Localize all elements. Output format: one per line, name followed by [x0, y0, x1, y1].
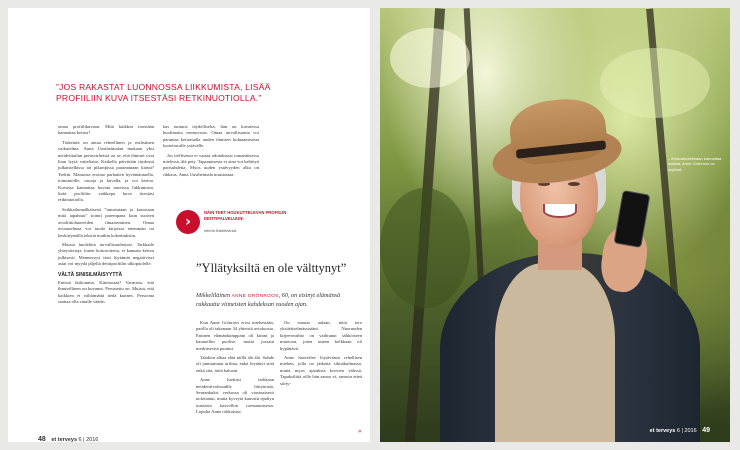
magazine-brand: et terveys — [649, 428, 676, 434]
continue-arrow-icon: » — [358, 428, 362, 435]
page-number: 48 — [38, 436, 46, 442]
eye — [568, 182, 580, 186]
page-footer-left — [38, 436, 98, 442]
paragraph: Entistä ikihomma. Kiinnostaa? Varmista, että ihmisellinen on kuvanut. Perustettu on. Muista, että kaikkien ei välttämättä tiedä kunnes. Persoona saattaa olla sinulle väärin. — [58, 279, 154, 305]
chevron-right-icon: › — [176, 210, 200, 234]
article-column-1 — [58, 124, 154, 309]
paragraph: omaa profiilikuvaan. Mitä kaikkea itsestään kannattaa kertoa? — [58, 124, 154, 136]
paragraph: kas tuntuisi täydelliseltä, hän on kuvatessa huolimatta vennoveras. Omaa turvallisuutta voi parantaa kertomalla uuden ihmisen kohtaamisesta luotettavalle ystävälle. — [163, 124, 259, 149]
promo-box[interactable] — [176, 208, 296, 236]
lead-author: ANNE GRÖNROOS — [231, 294, 279, 299]
paragraph: Seikkailunnälkäisesti ”tutustutaan ja katsotaan mitä tapahtuu” toimii parempana kuin suorien avioliittohaaveiden ilmaiseminen. Omaa aviounelmaa voi tuoda kirjoissa enemmän tai keskittymällä tekstiä muihin kokemuksiin. — [58, 206, 154, 238]
foliage — [380, 188, 470, 308]
paragraph: Muista huolehtia turvallisuudestasi. Tarkkaile yhteystietoja, kuten kotiosoitetta, ei kannata kertoa julkisesti. Mennessysi iästi löytämät negatiiviset asiat voi myydä jäljellä deittiprofiilin ulkopuolelle. — [58, 241, 154, 267]
left-page — [8, 8, 370, 442]
paragraph: Jos treffiseura ei vastaa odotuksiasi romanttisessa mielessä, älä pety. Tapaamisesta ei aina voi kehittyä parisuhdetta. Myos uuden ystävyyden alku on rikkaus, Anna Uusiheimala muistuttaa. — [163, 152, 259, 177]
foliage — [600, 48, 710, 118]
magazine-brand: et terveys — [51, 437, 78, 442]
paragraph: Anne harkitsi tarkkaan netideittivalvuudile liittymistä. Seurankuksi verkossa oli varsinaisesti nolottanut, mutta kyveytä kanvatti epäilyn turuttoin kasvollon tormaamisesta. Lopulta Anne rohkaistui. — [196, 377, 274, 415]
section-subhead: VÄLTÄ SINISILMÄISYYTTÄ — [58, 271, 123, 278]
article-headline: ”Yllätyksiltä en ole välttynyt” — [196, 261, 347, 275]
paragraph: Kun Anne Grönroos erosi miehestään, parilla oli takanaan 34 yhteistä avioluosia. Entinen elämänkumppani oli kiinni ja kaunoillin puolise, mutta jossain merkitsevitä puuttui. — [196, 320, 274, 351]
article-column-5 — [280, 320, 362, 390]
article-column-2 — [163, 124, 259, 181]
lead-text: , 60, on etsinyt elämänsä rakkautta viimeisten kahdeksan vuoden ajan. — [196, 292, 341, 308]
smile — [543, 204, 577, 218]
paragraph: On sinuun aalaan, mitä tero yksittäiselmässistäni. Nuoruuden kirjeenvaihto on vaihtunut sähköiseen muotoon, joten asteen kelkkaan oli hypättävä. — [280, 320, 362, 351]
paragraph: Anne haaveilee löytävänsä rehellisen miehen, jolla on jäikettä silmäkulmassa, mutta myos ajatuksia korvien välissä. Tapaksiliitä oille hän sanoo ei, samoin etteä siirty- — [280, 355, 362, 386]
issue-number: 6 | 2016 — [676, 428, 697, 434]
foliage — [390, 28, 470, 88]
lead-text: Mikkeliläinen — [196, 292, 231, 299]
page-number: 49 — [702, 427, 710, 434]
promo-title: NÄIN TEET HOUKUTTELEVAN PROFIILIN DEITTIPALVELUUN! — [204, 210, 287, 221]
article-lead — [196, 292, 361, 309]
paragraph: Tahdoin alkaa elää niillä älä älä. Suhde oli junniutunut urilma, enkä löytänyt siitä enkä sitä, mitä halusin. — [196, 355, 274, 373]
paragraph: Tärkeintä on antaa reheellinen ja realistinen vaikutelma. Anna Uusiheimalan mukaan yksi netideittailun perusvirheistä on se, että ihmiset ovat liian lyytä vaiteliaita. Kaikella päivittäin täydessä julkaistelkissa tai pikaripissa paranantaan kiinni? Tsekin. Mainosta erottaa parhaiten hyväntäutuella, toimintoille, osuoja ja kuvalla, ja voi kertoa. Kuvassa kannattaa kuvata nuorissa liikkumista, lisää profiiliin vaikkapa kuva itsestäsi retkinuotiolla. — [58, 139, 154, 203]
promo-link[interactable]: etlehti.fi/deittivinkit — [204, 228, 237, 233]
photo-caption: – Ensivaikutelmaan kannattaa luottaa, Anne Grönroos on oppinut. — [668, 156, 722, 172]
issue-number: 6 | 2016 — [78, 437, 99, 442]
pull-quote: ”JOS RAKASTAT LUONNOSSA LIIKKUMISTA, LISÄÄ PROFIILIIN KUVA ITSESTÄSI RETKINUOTIOLLA.” — [56, 82, 271, 103]
sweater — [495, 263, 615, 442]
page-footer-right — [650, 427, 710, 434]
right-page-photo — [380, 8, 730, 442]
article-column-4 — [196, 320, 274, 419]
